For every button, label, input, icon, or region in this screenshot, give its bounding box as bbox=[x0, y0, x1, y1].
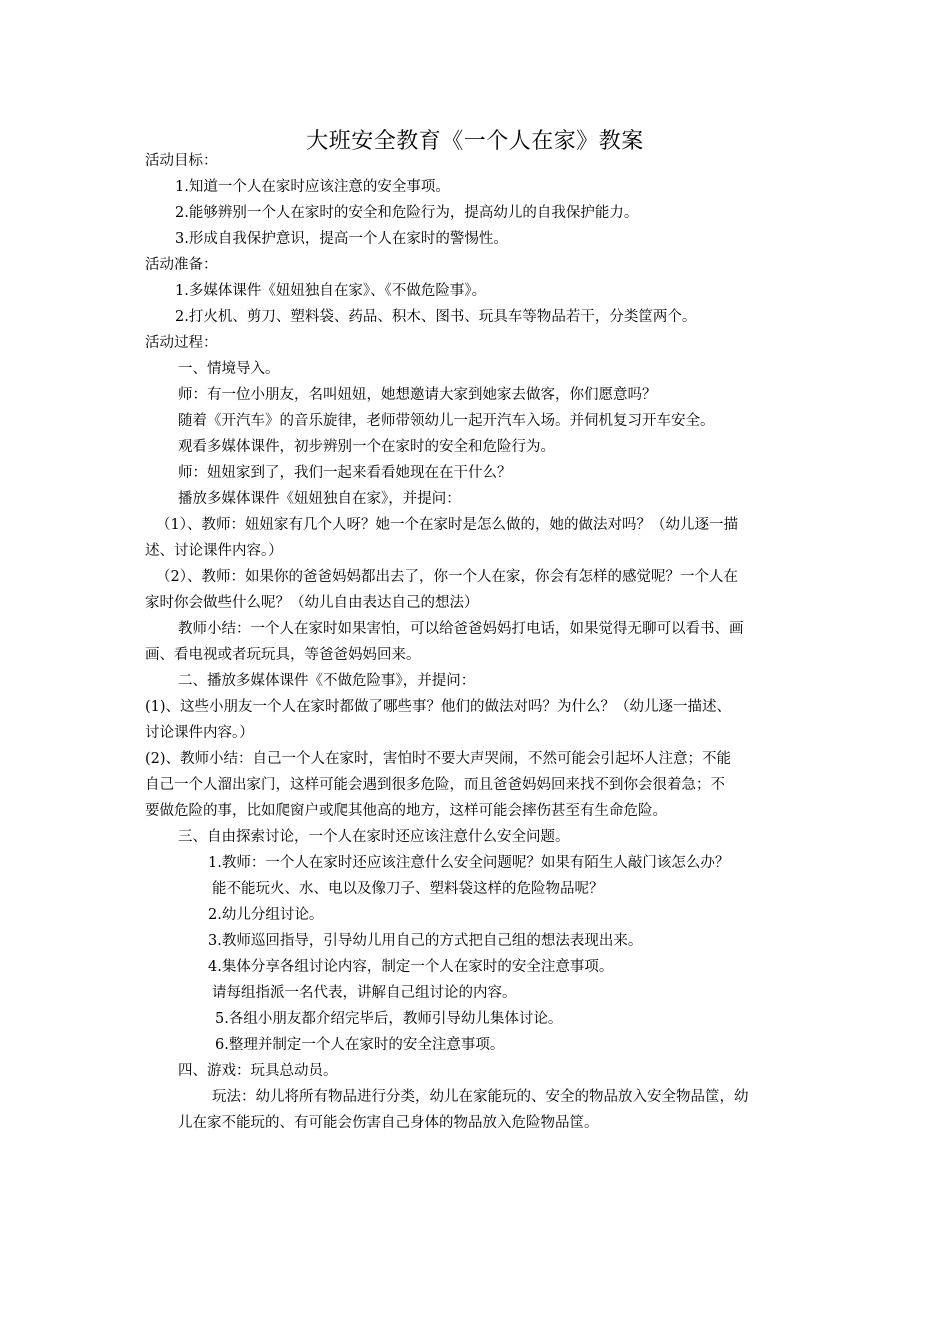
paragraph-line: 师：妞妞家到了，我们一起来看看她现在在干什么？ bbox=[178, 465, 512, 481]
goal-item: 1.知道一个人在家时应该注意的安全事项。 bbox=[175, 179, 450, 195]
paragraph-line: 5.各组小朋友都介绍完毕后，教师引导幼儿集体讨论。 bbox=[215, 1011, 563, 1027]
paragraph-line: 玩法：幼儿将所有物品进行分类，幼儿在家能玩的、安全的物品放入安全物品筐，幼 bbox=[212, 1089, 749, 1105]
paragraph-line: 能不能玩火、水、电以及像刀子、塑料袋这样的危险物品呢？ bbox=[212, 881, 604, 897]
paragraph-line: 师：有一位小朋友，名叫妞妞，她想邀请大家到她家去做客，你们愿意吗？ bbox=[178, 387, 657, 403]
paragraph-line: 家时你会做些什么呢？（幼儿自由表达自己的想法） bbox=[145, 595, 479, 611]
paragraph-line: 3.教师巡回指导，引导幼儿用自己的方式把自己组的想法表现出来。 bbox=[208, 933, 643, 949]
goal-item: 2.能够辨别一个人在家时的安全和危险行为，提高幼儿的自我保护能力。 bbox=[175, 205, 639, 221]
goal-item: 3.形成自我保护意识，提高一个人在家时的警惕性。 bbox=[175, 231, 508, 247]
paragraph-line: 画、看电视或者玩玩具，等爸爸妈妈回来。 bbox=[145, 647, 421, 663]
step-heading: 四、游戏：玩具总动员。 bbox=[178, 1063, 338, 1079]
preparation-item: 2.打火机、剪刀、塑料袋、药品、积木、图书、玩具车等物品若干，分类筐两个。 bbox=[175, 309, 697, 325]
paragraph-line: 1.教师：一个人在家时还应该注意什么安全问题呢？如果有陌生人敲门该怎么办？ bbox=[208, 855, 730, 871]
paragraph-line: 2.幼儿分组讨论。 bbox=[208, 907, 324, 923]
section-heading-goals: 活动目标： bbox=[145, 153, 218, 169]
section-heading-process: 活动过程： bbox=[145, 335, 218, 351]
paragraph-line: （2）、教师：如果你的爸爸妈妈都出去了，你一个人在家，你会有怎样的感觉呢？一个人在 bbox=[156, 569, 738, 585]
paragraph-line: 请每组指派一名代表，讲解自己组讨论的内容。 bbox=[212, 985, 517, 1001]
paragraph-line: 儿在家不能玩的、有可能会伤害自己身体的物品放入危险物品筐。 bbox=[178, 1115, 599, 1131]
preparation-item: 1.多媒体课件《妞妞独自在家》、《不做危险事》。 bbox=[175, 283, 487, 299]
paragraph-line: 随着《开汽车》的音乐旋律，老师带领幼儿一起开汽车入场。并伺机复习开车安全。 bbox=[178, 413, 715, 429]
paragraph-line: (1)、这些小朋友一个人在家时都做了哪些事？他们的做法对吗？为什么？（幼儿逐一描述、 bbox=[145, 699, 732, 715]
paragraph-line: 述、讨论课件内容。） bbox=[145, 543, 283, 559]
step-heading: 三、自由探索讨论，一个人在家时还应该注意什么安全问题。 bbox=[178, 829, 570, 845]
paragraph-line: 观看多媒体课件，初步辨别一个在家时的安全和危险行为。 bbox=[178, 439, 555, 455]
paragraph-line: （1）、教师：妞妞家有几个人呀？她一个在家时是怎么做的，她的做法对吗？（幼儿逐一描 bbox=[156, 517, 738, 533]
paragraph-line: 要做危险的事，比如爬窗户或爬其他高的地方，这样可能会摔伤甚至有生命危险。 bbox=[145, 803, 667, 819]
step-heading: 一、情境导入。 bbox=[178, 361, 280, 377]
paragraph-line: 自己一个人溜出家门，这样可能会遇到很多危险，而且爸爸妈妈回来找不到你会很着急；不 bbox=[145, 777, 725, 793]
document-title: 大班安全教育《一个人在家》教案 bbox=[306, 129, 644, 154]
paragraph-line: 教师小结：一个人在家时如果害怕，可以给爸爸妈妈打电话，如果觉得无聊可以看书、画 bbox=[178, 621, 744, 637]
step-heading: 二、播放多媒体课件《不做危险事》，并提问： bbox=[178, 673, 476, 689]
paragraph-line: 4.集体分享各组讨论内容，制定一个人在家时的安全注意事项。 bbox=[208, 959, 614, 975]
section-heading-preparation: 活动准备： bbox=[145, 257, 218, 273]
paragraph-line: (2)、教师小结：自己一个人在家时，害怕时不要大声哭闹，不然可能会引起坏人注意；不能 bbox=[145, 751, 732, 767]
paragraph-line: 讨论课件内容。） bbox=[145, 725, 254, 741]
paragraph-line: 6.整理并制定一个人在家时的安全注意事项。 bbox=[215, 1037, 505, 1053]
paragraph-line: 播放多媒体课件《妞妞独自在家》，并提问： bbox=[178, 491, 461, 507]
